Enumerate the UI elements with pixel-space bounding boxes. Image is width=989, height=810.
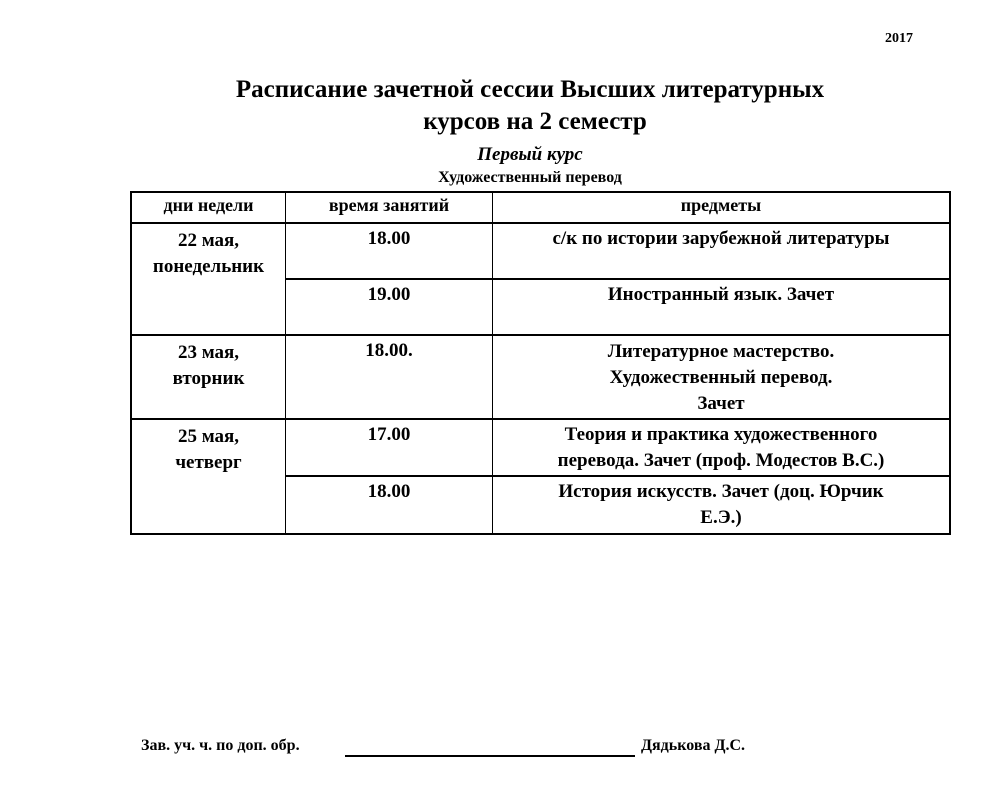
subject-line: Теория и практика художественного [564,424,878,445]
header-divider [130,222,951,224]
table-border-bottom [130,533,951,535]
page-title-line-1: Расписание зачетной сессии Высших литературных [235,76,825,103]
subject-line: с/к по истории зарубежной литературы [552,228,890,249]
day-cell [132,340,285,392]
day-weekday: четверг [175,452,242,473]
subject-line: Литературное мастерство. [607,341,835,362]
header-day: дни недели [163,195,254,215]
subject-line: История искусств. Зачет (доц. Юрчик [558,481,884,502]
signatory-name: Дядькова Д.С. [641,737,746,754]
signature-label: Зав. уч. ч. по доп. обр. [141,737,300,754]
time-cell: 19.00 [367,284,411,305]
day-cell [132,424,285,476]
subject-cell [493,422,949,474]
course-subtitle: Первый курс [477,144,583,165]
signature-line [345,755,635,757]
year: 2017 [885,31,913,46]
header-subjects: предметы [680,195,762,215]
subject-line: перевода. Зачет (проф. Модестов В.С.) [557,450,885,471]
day-weekday: понедельник [152,256,265,277]
row-divider-1 [286,278,951,280]
subject-cell [493,339,949,417]
subject-line: Е.Э.) [700,507,742,528]
row-divider-2 [286,475,951,477]
header-time: время занятий [328,195,450,215]
table-border-top [130,191,951,193]
subject-line: Зачет [697,393,745,414]
schedule-table [130,191,951,535]
time-cell: 17.00 [367,424,411,445]
day-date: 22 мая, [177,230,240,251]
subject-cell [493,226,949,252]
day-cell [132,228,285,280]
page-title-line-2: курсов на 2 семестр [423,108,647,135]
time-cell: 18.00 [367,228,411,249]
subject-line: Иностранный язык. Зачет [607,284,835,305]
time-cell: 18.00. [365,340,413,361]
day-date: 23 мая, [177,342,240,363]
group-divider-2 [130,418,951,420]
time-cell: 18.00 [367,481,411,502]
group-divider-1 [130,334,951,336]
specialty-label: Художественный перевод [438,169,622,186]
table-border-right [949,191,951,535]
subject-cell [493,479,949,531]
subject-cell [493,282,949,308]
day-date: 25 мая, [177,426,240,447]
day-weekday: вторник [172,368,245,389]
subject-line: Художественный перевод. [609,367,833,388]
